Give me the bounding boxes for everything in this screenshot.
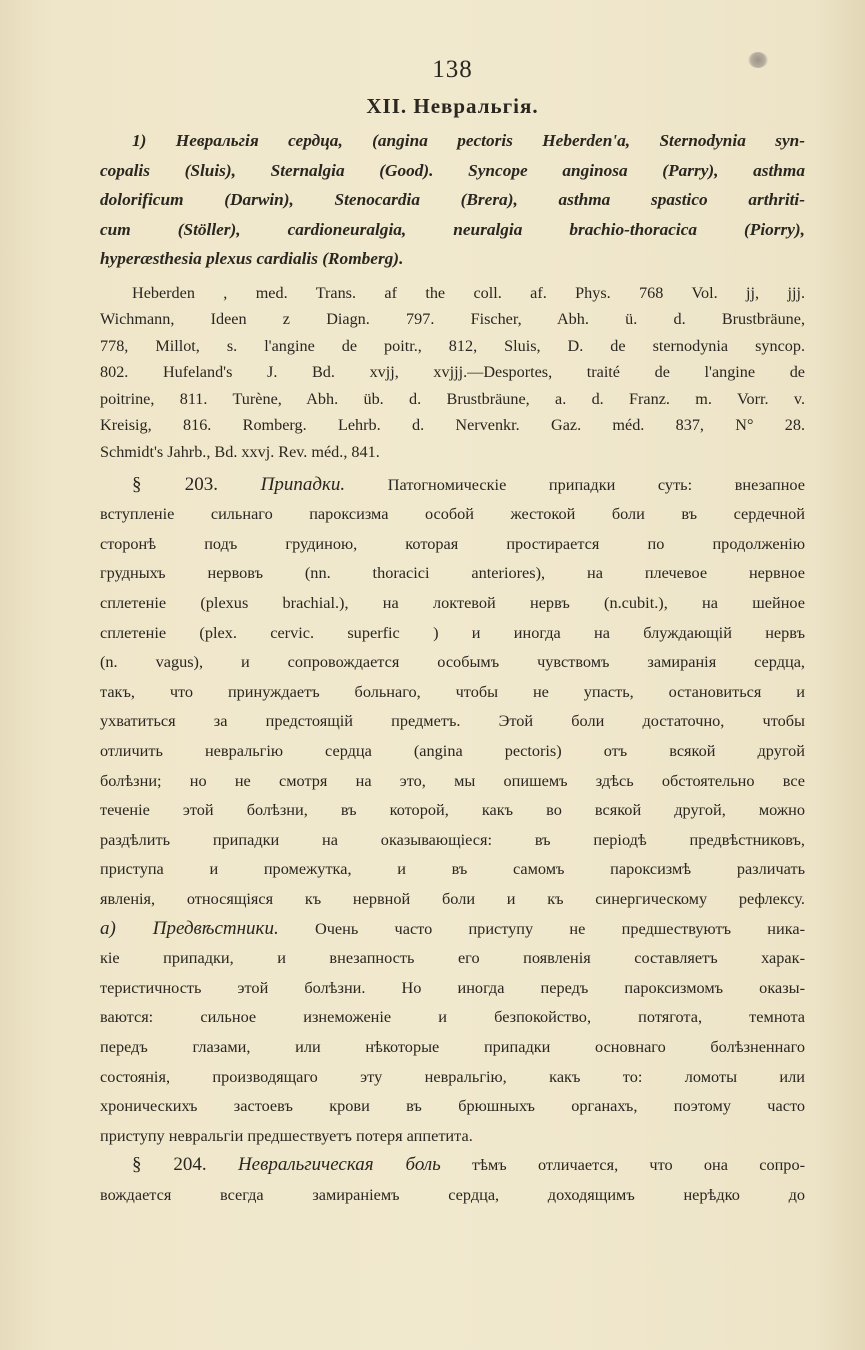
body-line: (n. vagus), и сопровождается особымъ чувствомъ замиранія сердца,	[100, 652, 805, 672]
synonyms-line: cum (Stöller), cardioneuralgia, neuralgia brachio-thoracica (Piorry),	[100, 219, 805, 239]
body-line: отличить невральгію сердца (angina pectoris) отъ всякой другой	[100, 741, 805, 760]
page-number: 138	[432, 56, 473, 83]
body-line: болѣзни; но не смотря на это, мы опишемъ здѣсь обстоятельно все	[100, 770, 805, 790]
body-line: теченіе этой болѣзни, въ которой, какъ во всякой другой, можно	[100, 800, 805, 820]
chapter-title: XII. Невральгія.	[366, 94, 539, 118]
body-line: ухватиться за предстоящій предметъ. Этой боли достаточно, чтобы	[100, 711, 805, 731]
references-paragraph	[100, 280, 805, 466]
paper-stain	[748, 52, 768, 68]
body-line: приступу невральгіи предшествуетъ потеря аппетита.	[100, 1125, 473, 1145]
subsection-first-line	[100, 914, 805, 944]
section-heading: Невральгическая боль	[237, 1154, 441, 1176]
body-line: раздѣлить припадки на оказывающіеся: въ періодѣ предвѣстниковъ,	[100, 829, 805, 849]
section-heading: Припадки.	[260, 473, 346, 495]
reference-line: Heberden , med. Trans. af the coll. af. Phys. 768 Vol. jj, jjj.	[132, 283, 805, 302]
reference-line: poitrine, 811. Turène, Abh. üb. d. Brustbräune, a. d. Franz. m. Vorr. v.	[100, 389, 805, 408]
subsection-heading: а) Предвѣстники.	[100, 917, 279, 939]
reference-line: Wichmann, Ideen z Diagn. 797. Fischer, Abh. ü. d. Brustbräune,	[100, 310, 805, 329]
body-line: сплетеніе (plex. cervic. superfic ) и иногда на блуждающій нервъ	[100, 622, 805, 642]
section-204	[100, 1150, 805, 1209]
synonyms-line: dolorificum (Darwin), Stenocardia (Brera), asthma spastico arthriti-	[100, 190, 805, 209]
body-line: грудныхъ нервовъ (nn. thoracici anteriores), на плечевое нервное	[100, 563, 805, 583]
synonyms-paragraph	[100, 126, 805, 274]
body-line: сторонѣ подъ грудиною, которая простирается по продолженію	[100, 533, 805, 553]
reference-line: Kreisig, 816. Romberg. Lehrb. d. Nervenkr. Gaz. méd. 837, N° 28.	[100, 416, 805, 435]
body-text: Патогномическіе припадки суть: внезапное	[387, 474, 805, 494]
synonyms-line: copalis (Sluis), Sternalgia (Good). Syncope anginosa (Parry), asthma	[100, 160, 805, 180]
body-line: приступа и промежутка, и въ самомъ пароксизмѣ различать	[100, 859, 805, 879]
section-number: § 203.	[132, 473, 219, 495]
body-line: хроническихъ застоевъ крови въ брюшныхъ органахъ, поэтому часто	[100, 1096, 805, 1116]
section-number: § 204.	[132, 1154, 207, 1176]
section-204-first-line	[100, 1150, 805, 1180]
body-line: теристичность этой болѣзни. Но иногда передъ пароксизмомъ оказы-	[100, 977, 805, 997]
body-line: сплетеніе (plexus brachial.), на локтевой нервъ (n.cubit.), на шейное	[100, 593, 805, 613]
body-line: явленія, относящіяся къ нервной боли и къ синергическому рефлексу.	[100, 888, 805, 908]
body-line: вступленіе сильнаго пароксизма особой жестокой боли въ сердечной	[100, 504, 805, 524]
body-text: тѣмъ отличается, что она сопро-	[472, 1155, 805, 1175]
synonyms-line: 1) Невральгія сердца, (angina pectoris Heberden'а, Sternodynia syn-	[132, 131, 805, 150]
synonyms-line: hyperæsthesia plexus cardialis (Romberg).	[100, 249, 404, 268]
section-203	[100, 470, 805, 1151]
body-line: передъ глазами, или нѣкоторые припадки основнаго болѣзненнаго	[100, 1036, 805, 1056]
body-text: Очень часто приступу не предшествуютъ ника-	[314, 918, 805, 938]
body-line: ваются: сильное изнеможеніе и безпокойство, потягота, темнота	[100, 1007, 805, 1027]
reference-line: Schmidt's Jahrb., Bd. xxvj. Rev. méd., 841.	[100, 443, 380, 462]
section-203-first-line	[100, 470, 805, 500]
reference-line: 778, Millot, s. l'angine de poitr., 812, Sluis, D. de sternodynia syncop.	[100, 336, 805, 355]
body-line: вождается всегда замираніемъ сердца, доходящимъ нерѣдко до	[100, 1184, 805, 1204]
body-line: состоянія, производящаго эту невральгію, какъ то: ломоты или	[100, 1066, 805, 1086]
body-line: кіе припадки, и внезапность его появленія составляетъ харак-	[100, 948, 805, 968]
body-line: такъ, что принуждаетъ больнаго, чтобы не упасть, остановиться и	[100, 681, 805, 701]
reference-line: 802. Hufeland's J. Bd. xvjj, xvjjj.—Desportes, traité de l'angine de	[100, 363, 805, 382]
